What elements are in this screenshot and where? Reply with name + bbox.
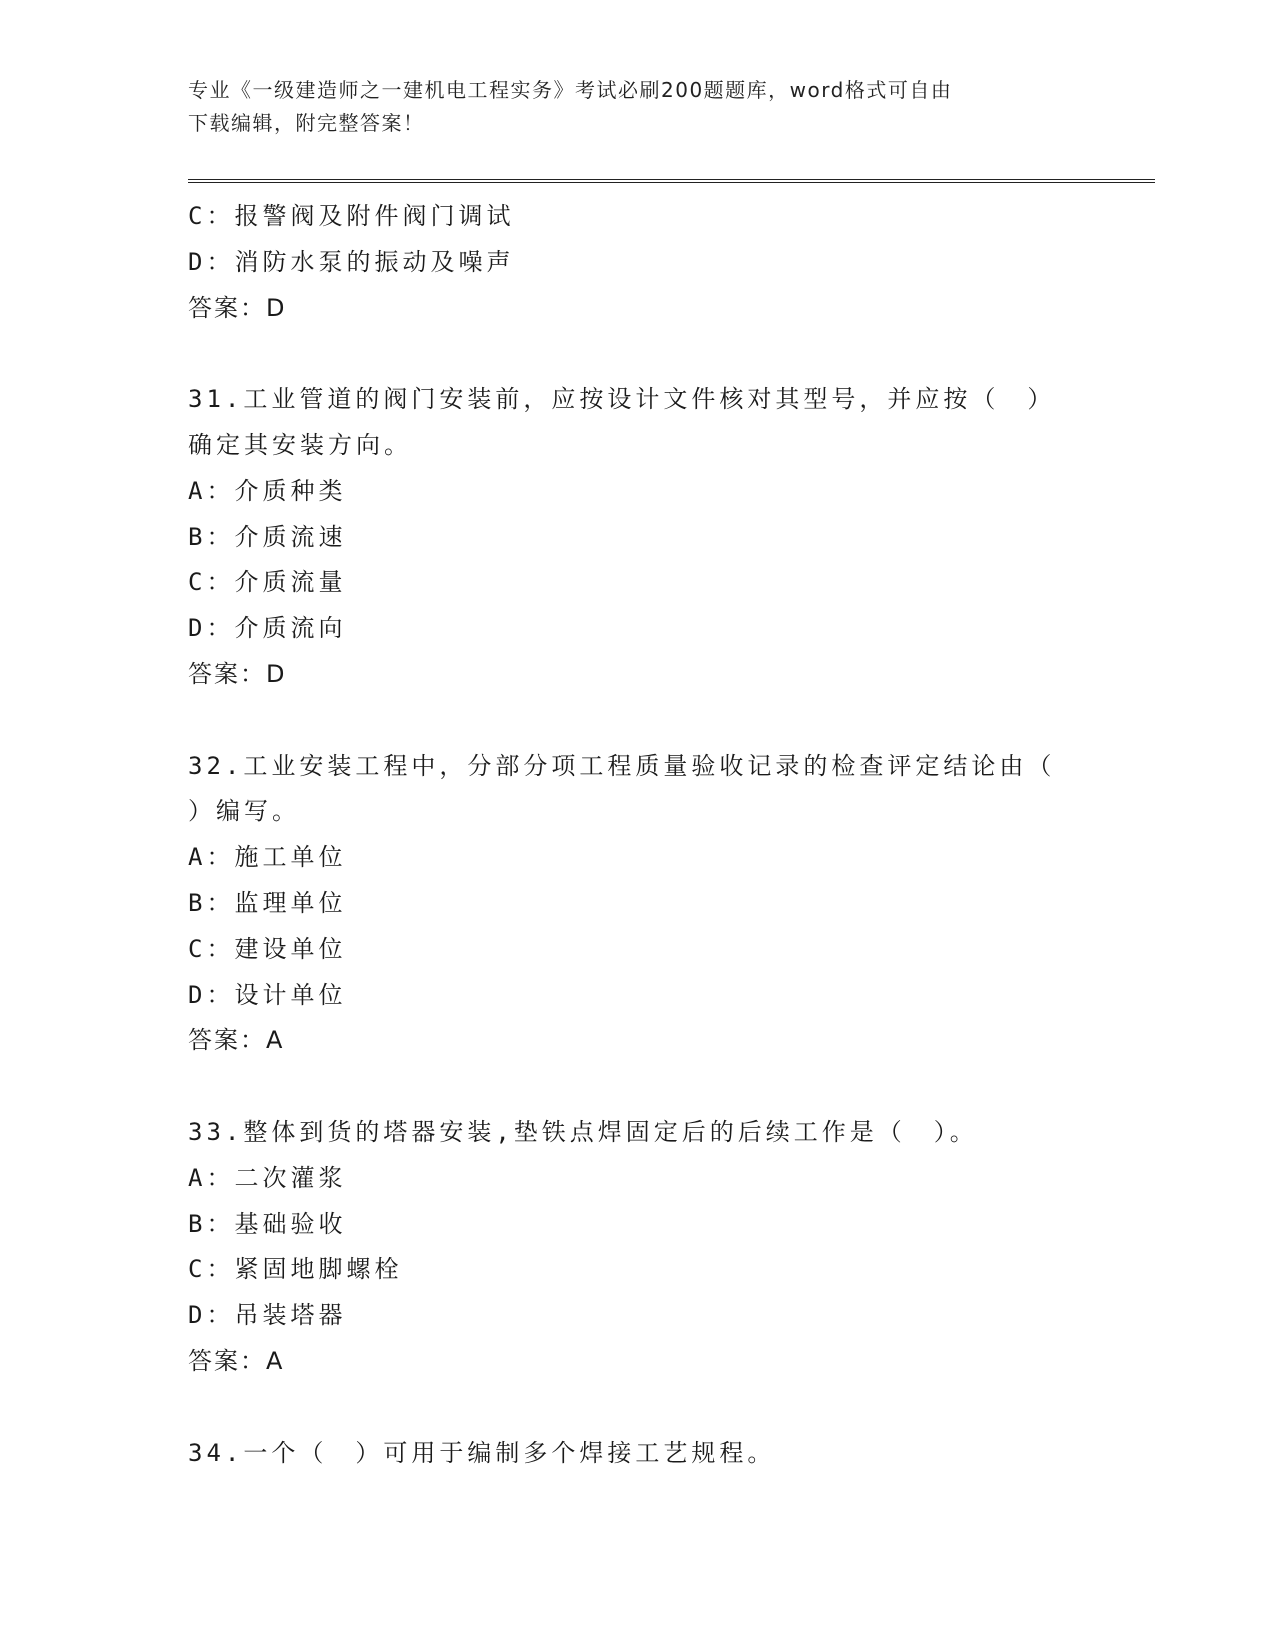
header-line-1: 专业《一级建造师之一建机电工程实务》考试必刷200题题库，word格式可自由 xyxy=(188,78,953,102)
answer: 答案：D xyxy=(188,659,287,688)
question-33 xyxy=(188,1110,1088,1385)
option-c: C：报警阀及附件阀门调试 xyxy=(188,202,515,230)
option-b: B：监理单位 xyxy=(188,888,347,917)
option-d: D：吊装塔器 xyxy=(188,1301,347,1330)
question-text-cont: ）编写。 xyxy=(188,797,300,826)
option-d: D：设计单位 xyxy=(188,980,347,1009)
option-c: C：紧固地脚螺栓 xyxy=(188,1255,403,1284)
question-32 xyxy=(188,744,1088,1065)
answer: 答案：D xyxy=(188,293,287,322)
prev-question xyxy=(188,194,1088,331)
option-d: D：消防水泵的振动及噪声 xyxy=(188,247,515,276)
header-divider xyxy=(188,179,1155,183)
answer: 答案：A xyxy=(188,1346,285,1375)
question-31 xyxy=(188,377,1088,698)
option-a: A：二次灌浆 xyxy=(188,1163,347,1192)
question-text: 34.一个（ ）可用于编制多个焊接工艺规程。 xyxy=(188,1438,776,1467)
question-34 xyxy=(188,1431,1088,1477)
option-c: C：建设单位 xyxy=(188,934,347,963)
question-text-cont: 确定其安装方向。 xyxy=(188,430,412,459)
option-c: C：介质流量 xyxy=(188,568,347,597)
header-line-2: 下载编辑，附完整答案！ xyxy=(188,111,425,135)
document-header xyxy=(188,74,1088,140)
question-text: 31.工业管道的阀门安装前，应按设计文件核对其型号，并应按（ ） xyxy=(188,385,1056,414)
question-text: 32.工业安装工程中，分部分项工程质量验收记录的检查评定结论由（ xyxy=(188,751,1056,780)
option-d: D：介质流向 xyxy=(188,614,347,643)
option-b: B：基础验收 xyxy=(188,1209,347,1238)
option-b: B：介质流速 xyxy=(188,522,347,551)
question-text: 33.整体到货的塔器安装,垫铁点焊固定后的后续工作是（ ）。 xyxy=(188,1117,978,1146)
document-body xyxy=(188,194,1088,1476)
option-a: A：施工单位 xyxy=(188,843,347,872)
answer: 答案：A xyxy=(188,1026,285,1055)
option-a: A：介质种类 xyxy=(188,476,347,505)
